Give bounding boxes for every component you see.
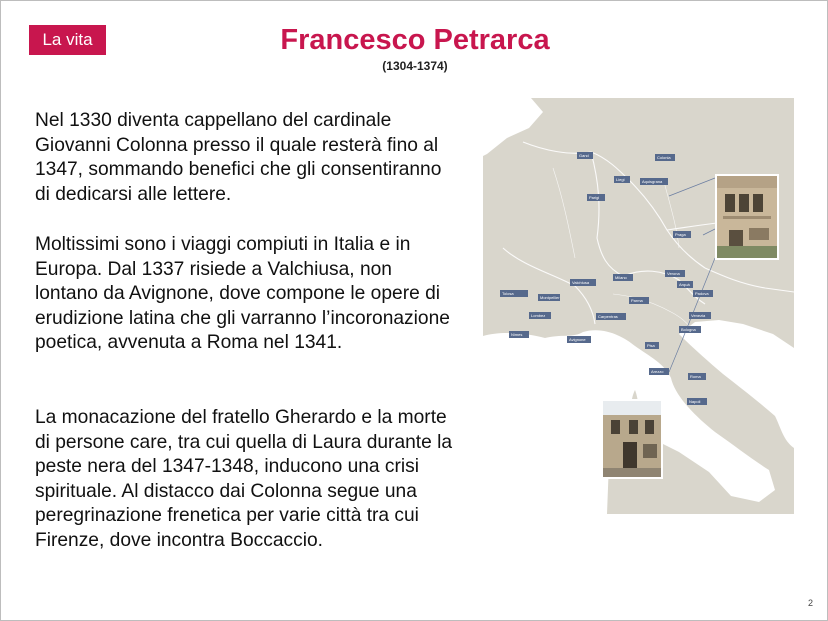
city-carpentras: Carpentras (598, 314, 618, 319)
section-tag: La vita (29, 25, 106, 55)
city-milano: Milano (615, 275, 627, 280)
city-tolosa: Tolosa (502, 291, 514, 296)
city-parigi: Parigi (589, 195, 600, 200)
city-arqua: Arquà (679, 282, 690, 287)
city-bologna: Bologna (681, 327, 696, 332)
city-pisa: Pisa (647, 343, 655, 348)
city-praga: Praga (675, 232, 686, 237)
page-number: 2 (807, 598, 813, 608)
map-illustration (483, 98, 794, 514)
city-avignone: Avignone (569, 337, 586, 342)
city-parma: Parma (631, 298, 643, 303)
slide-subtitle: (1304-1374) (382, 59, 448, 73)
city-napoli: Napoli (689, 399, 701, 404)
arqua-house-photo (715, 174, 779, 260)
city-liegi: Liegi (616, 177, 625, 182)
city-padova: Padova (695, 291, 709, 296)
paragraph-cappellano: Nel 1330 diventa cappellano del cardinale Giovanni Colonna presso il quale resterà fino al 1347, sommando benefici che gli consentiranno di dedicarsi alle lettere. (35, 110, 442, 205)
city-gand: Gand (579, 153, 589, 158)
city-venezia: Venezia (691, 313, 706, 318)
city-colonia: Colonia (657, 155, 671, 160)
city-verona: Verona (667, 271, 680, 276)
slide-title: Francesco Petrarca (280, 24, 550, 56)
city-nimes: Nimes (511, 332, 523, 337)
city-roma: Roma (690, 374, 701, 379)
paragraph-crisi: La monacazione del fratello Gherardo e la morte di persone care, tra cui quella di Laura durante la peste nera del 1347-1348, inducono una crisi spirituale. Al distacco dai Colonna segue una peregrinazione frenetica per varie città tra cui Firenze, dove incontra Boccaccio. (35, 407, 453, 551)
city-lombez: Lombez (531, 313, 546, 318)
city-valchiusa: Valchiusa (572, 280, 590, 285)
city-arezzo: Arezzo (651, 369, 664, 374)
city-montpellier: Montpellier (540, 295, 560, 300)
arezzo-house-photo (601, 399, 663, 479)
city-aquisgrana: Aquisgrana (642, 179, 663, 184)
travel-map (483, 98, 794, 514)
paragraph-viaggi: Moltissimi sono i viaggi compiuti in Italia e in Europa. Dal 1337 risiede a Valchiusa, non lontano da Avignone, dove compone le opere di erudizione latina che gli varranno l’incoronazione poetica, avvenuta a Roma nel 1341. (35, 234, 450, 353)
